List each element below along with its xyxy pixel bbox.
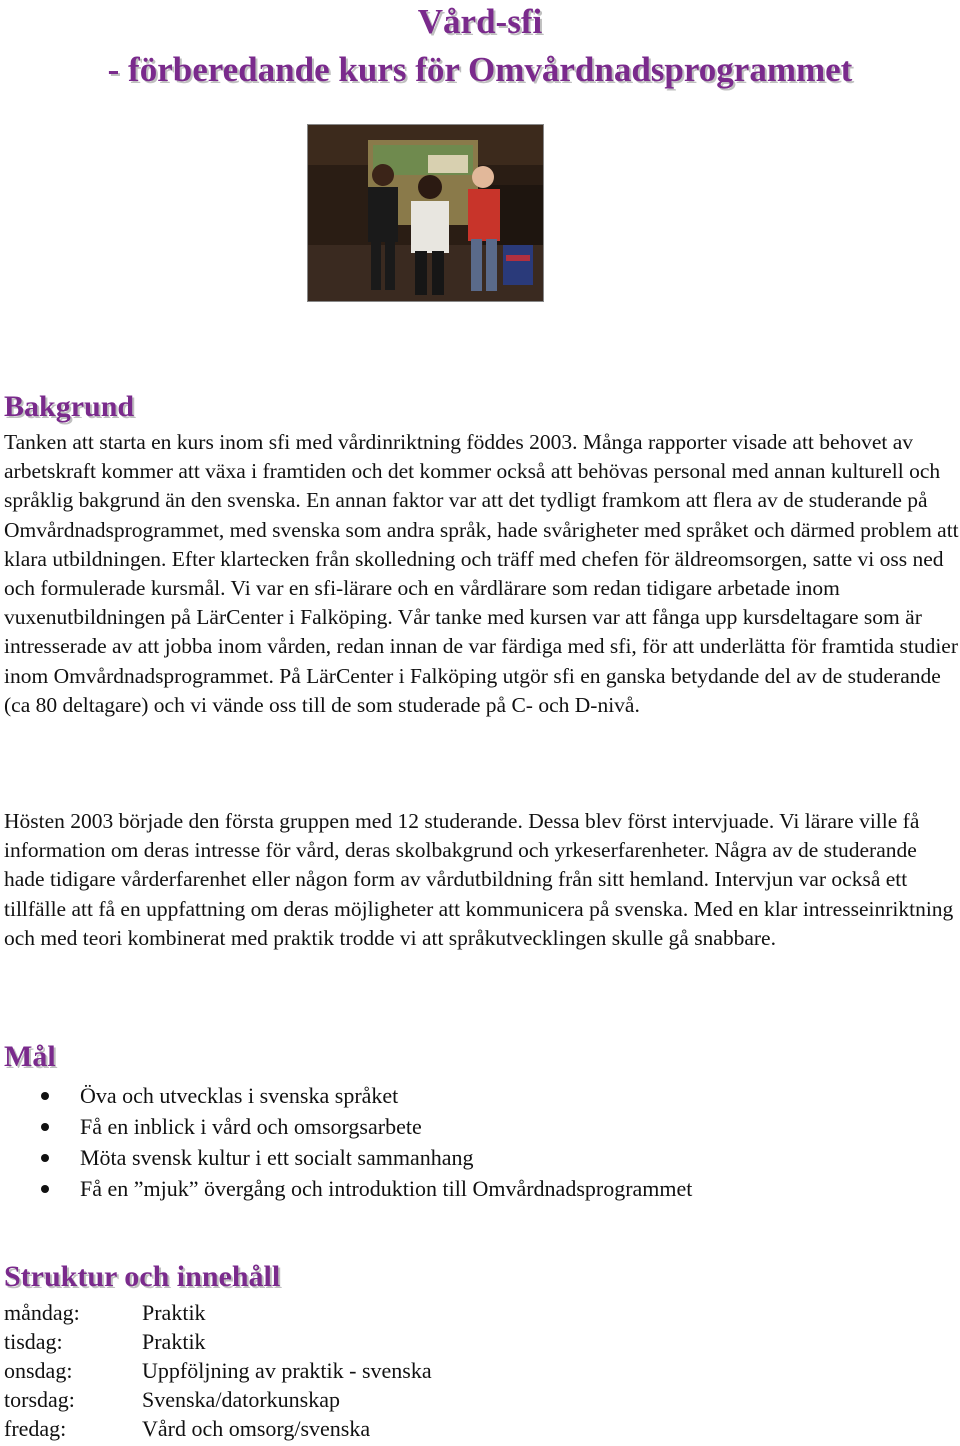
table-row	[4, 1327, 432, 1356]
list-item	[0, 1080, 940, 1111]
group-photo	[307, 124, 544, 302]
schedule-table	[4, 1298, 432, 1443]
schedule-activity: Vård och omsorg/svenska	[142, 1416, 371, 1441]
schedule-day: måndag:	[4, 1300, 80, 1325]
page-subtitle: - förberedande kurs för Omvårdnadsprogrammet	[107, 50, 853, 89]
schedule-activity: Praktik	[142, 1300, 206, 1325]
schedule-activity: Svenska/datorkunskap	[142, 1387, 340, 1412]
schedule-day: tisdag:	[4, 1329, 63, 1354]
bullet-icon	[41, 1092, 49, 1100]
table-row	[4, 1356, 432, 1385]
schedule-day: fredag:	[4, 1416, 67, 1441]
schedule-activity: Uppföljning av praktik - svenska	[142, 1358, 432, 1383]
table-row	[4, 1298, 432, 1327]
goal-text: Öva och utvecklas i svenska språket	[80, 1083, 399, 1108]
bullet-icon	[41, 1154, 49, 1162]
section-heading-bakgrund: Bakgrund	[4, 390, 135, 423]
list-item	[0, 1173, 940, 1204]
goal-text: Få en ”mjuk” övergång och introduktion till Omvårdnadsprogrammet	[80, 1176, 693, 1201]
table-row	[4, 1414, 432, 1443]
goal-text: Få en inblick i vård och omsorgsarbete	[80, 1114, 422, 1139]
schedule-day: onsdag:	[4, 1358, 73, 1383]
list-item	[0, 1142, 940, 1173]
page-title: Vård-sfi	[417, 2, 543, 41]
goal-list	[0, 1080, 940, 1204]
section-heading-mal: Mål	[4, 1040, 56, 1073]
paragraph-bakgrund-1: Tanken att starta en kurs inom sfi med vårdinriktning föddes 2003. Många rapporter visade att behovet av arbetskraft kommer att växa i framtiden och det kommer också att behövas personal med annan kulturell och språklig bakgrund än den svenska. En annan faktor var att det tydligt framkom att flera av de studerande på Omvårdnadsprogrammet, med svenska som andra språk, hade svårigheter med språket och därmed problem att klara utbildningen. Efter klartecken från skolledning och träff med chefen för äldreomsorgen, satte vi oss ned och formulerade kursmål. Vi var en sfi-lärare och en vårdlärare som redan tidigare arbetade inom vuxenutbildningen på LärCenter i Falköping. Vår tanke med kursen var att fånga upp kursdeltagare som är intresserade av att jobba inom vården, redan innan de var färdiga med sfi, för att underlätta för framtida studier inom Omvårdnadsprogrammet. På LärCenter i Falköping utgör sfi en ganska betydande del av de studerande (ca 80 deltagare) och vi vände oss till de som studerade på C- och D-nivå.	[4, 430, 959, 717]
bullet-icon	[41, 1185, 49, 1193]
bullet-icon	[41, 1123, 49, 1131]
section-heading-struktur: Struktur och innehåll	[4, 1260, 281, 1293]
table-row	[4, 1385, 432, 1414]
list-item	[0, 1111, 940, 1142]
schedule-day: torsdag:	[4, 1387, 75, 1412]
schedule-activity: Praktik	[142, 1329, 206, 1354]
paragraph-bakgrund-2: Hösten 2003 började den första gruppen med 12 studerande. Dessa blev först intervjuade. Vi lärare ville få information om deras intresse för vård, deras skolbakgrund och yrkeserfarenheter. Några av de studerande hade tidigare vårderfarenhet eller någon form av vårdutbildning från sitt hemland. Intervjun var också ett tillfälle att få en uppfattning om deras möjligheter att kommunicera på svenska. Med en klar intresseinriktning och med teori kombinerat med praktik trodde vi att språkutvecklingen skulle gå snabbare.	[4, 809, 954, 950]
goal-text: Möta svensk kultur i ett socialt sammanhang	[80, 1145, 474, 1170]
